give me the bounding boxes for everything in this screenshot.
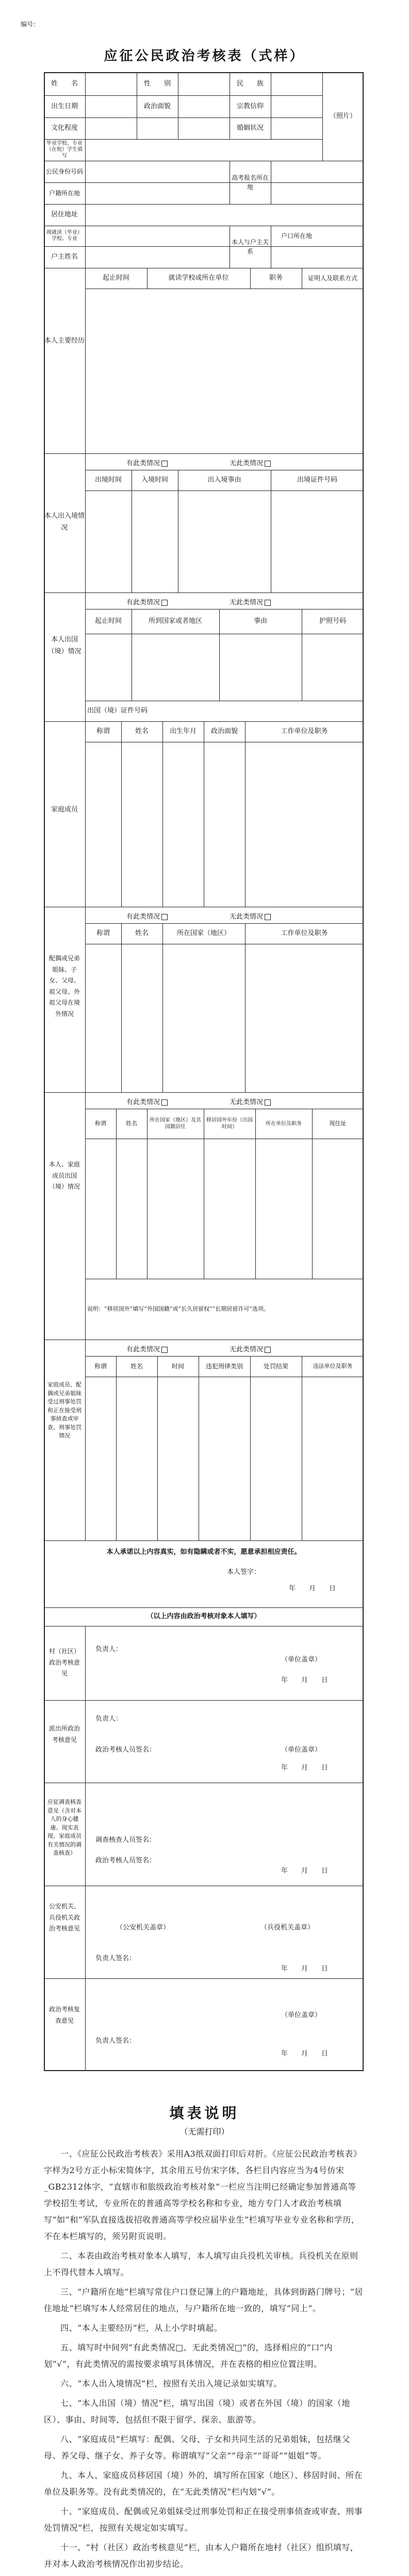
resume-col-post: 职务	[269, 274, 283, 282]
criminal-has: 有此类情况	[126, 1344, 168, 1353]
check-joint-stamp-right: （兵役机关盖章）	[260, 1924, 315, 1931]
notes-paragraph: 二、本表由政治考核对象本人填写，本人填写由兵役机关审核。兵役机关在原则上不得代替本人填写。	[44, 2251, 358, 2277]
relatives-side-label: 配偶或兄弟姐妹、子女、父母、祖父母、外祖父母在境外情况	[48, 955, 80, 1018]
notes-paragraph: 五、填写时中间列“有此类情况□、无此类情况□”的，选择相应的“口”内划“√”，有此类情况的需按要求填写具体情况，并在表格的相应位置注明。	[44, 2343, 333, 2369]
criminal-side-label: 家庭成员、配偶或兄弟姐妹受过刑事处罚和正在接受刑事侦查或审查、刑事处罚情况	[47, 1381, 81, 1439]
notes-body	[44, 2146, 364, 2576]
stay-none-checkbox[interactable]	[265, 461, 271, 467]
abroad-col-title: 称谓	[95, 1120, 106, 1127]
passport-none-checkbox[interactable]	[265, 600, 271, 606]
passport-has: 有此类情况	[126, 597, 168, 606]
culture-label: 文化程度	[51, 124, 78, 132]
family-head-label: 户主姓名	[51, 253, 78, 261]
check-police-side: 派出所政治考核意见	[48, 1725, 80, 1743]
abroad-col-address: 现住址	[329, 1120, 347, 1127]
criminal-none-checkbox[interactable]	[265, 1347, 271, 1353]
notes-title: 填表说明	[169, 2105, 240, 2122]
family-col-name: 姓名	[135, 727, 149, 736]
family-col-birth: 出生年月	[169, 727, 197, 736]
family-col-politics: 政治面貌	[210, 727, 238, 736]
pledge-sign-label: 本人签字：	[227, 1568, 261, 1576]
family-side-label: 家庭成员	[51, 806, 78, 814]
check-village-stamp: （单位盖章）	[281, 1656, 322, 1664]
family-col-work: 工作单位及职务	[281, 727, 328, 736]
graduate-label: 现就读（毕业）学校、专业	[46, 230, 83, 242]
notes-paragraph: 四、“本人主要经历”栏，从上小学时填起。	[60, 2323, 223, 2333]
notes-paragraph: 一、《应征公民政治考核表》采用A3纸双面打印后对折。《应征公民政治考核表》字样为2号方正小标宋简体字，其余用五号仿宋字体，各栏目内容应当为4号仿宋_GB2312体字，“直辖市和旅级政治考核对象”一栏应当注明已经确定参加普通高等学校招生考试，专业所在的普通高等学校名称和专业，地方专门人才政治考核填写“如”和“军队直接选拔招收普通高等学校应届毕业生”栏填写毕业专业名称和学历，不在本栏填写的，须另附页说明。	[44, 2149, 362, 2241]
ethnic-label: 民 族	[236, 79, 264, 88]
pledge-text: 本人承诺以上内容真实，如有隐瞒或者不实，愿意承担相应责任。	[106, 1548, 301, 1556]
stay-has-checkbox[interactable]	[161, 461, 168, 467]
photo-placeholder: （照片）	[329, 112, 356, 121]
criminal-col-result: 处罚结果	[263, 1363, 288, 1370]
check-police-signer: 负责人：	[95, 1715, 123, 1723]
notes-paragraph: 七、“本人出国（境）情况”栏，填写出国（境）或者在外国（境）的国家（地区）、事由、时间等，包括但不限于留学、探亲、旅游等。	[44, 2398, 350, 2425]
resume-side-label: 本人主要经历	[44, 337, 85, 345]
abroad-none-checkbox[interactable]	[265, 1099, 271, 1106]
marital-label: 婚姻状况	[236, 124, 264, 132]
residence-label: 居住地址	[51, 211, 78, 219]
abroad-none: 无此类情况	[230, 1096, 271, 1106]
stay-col-in: 入境时间	[141, 476, 168, 484]
relatives-col-title: 称谓	[96, 929, 110, 938]
religion-label: 宗教信仰	[236, 102, 264, 110]
passport-col-country: 所到国家或者地区	[148, 617, 202, 625]
criminal-col-time: 时间	[171, 1363, 184, 1370]
code-label: 编号：	[21, 21, 40, 28]
relatives-col-name: 姓名	[135, 929, 149, 938]
notes-subtitle: （无需打印）	[179, 2127, 230, 2137]
relatives-col-work: 工作单位及职务	[281, 929, 328, 938]
passport-none: 无此类情况	[230, 597, 271, 606]
pledge-date: 年 月 日	[289, 1585, 336, 1592]
abroad-col-year: 移居国外年份（出国时间）	[206, 1117, 253, 1130]
check-review-date: 年 月 日	[281, 2050, 329, 2058]
check-joint-stamp-left: （公安机关盖章）	[116, 1924, 170, 1931]
notes-paragraph: 十、“家庭成员、配偶或兄弟姐妹受过刑事处罚和正在接受刑事侦查或审查、刑事处罚情况”栏，按照有关规定如实填写。	[44, 2506, 363, 2533]
school-label: 毕业学校、专业（在校）学生填写	[46, 141, 83, 159]
abroad-side-label: 本人、家庭成员出国（境）情况	[48, 1161, 80, 1191]
stay-none: 无此类情况	[230, 457, 271, 467]
abroad-has-checkbox[interactable]	[161, 1099, 168, 1106]
criminal-col-type: 违犯刑律类别	[205, 1363, 243, 1370]
notes-paragraph: 六、“本人出入境情况”栏，按照有关出入境记录如实填写。	[60, 2379, 282, 2388]
relatives-has: 有此类情况	[126, 911, 168, 921]
section-note: （以上内容由政治考核对象本人填写）	[146, 1613, 261, 1621]
passport-has-checkbox[interactable]	[161, 600, 168, 606]
form-title: 应征公民政治考核表（式样）	[104, 48, 305, 64]
criminal-none: 无此类情况	[230, 1344, 271, 1353]
notes-paragraph: 三、“户籍所在地”栏填写常住户口登记簿上的户籍地址，具体到街路门牌号；“居住地址”栏填写本人经常居住的地点，与户籍所在地一致的，填写“同上”。	[44, 2287, 364, 2313]
abroad-has: 有此类情况	[126, 1096, 168, 1106]
relation-label: 本人与户主关系	[232, 239, 269, 255]
abroad-col-country: 所在国家（地区）及其国籍居住	[150, 1117, 201, 1130]
stay-col-reason: 出入境事由	[207, 476, 241, 484]
abroad-col-name: 姓名	[126, 1120, 137, 1127]
check-review-side: 政治考核复查意见	[48, 2006, 80, 2024]
stay-col-out: 出境时间	[94, 476, 122, 484]
hukou-label: 户口所在地	[281, 232, 312, 240]
check-survey-date: 年 月 日	[281, 1867, 329, 1875]
family-col-title: 称谓	[96, 727, 110, 736]
passport-col-reason: 事由	[253, 617, 267, 625]
check-survey-signer: 调查核查人员签名：	[95, 1836, 156, 1844]
abroad-note: 说明：“移居国外”填写“外国国籍”或“长久居留权”“长期居留许可”选项。	[87, 1306, 269, 1313]
passport-col-period: 起止时间	[94, 617, 122, 625]
passport-side-label: 本人出国（境）情况	[47, 636, 81, 656]
relatives-none-checkbox[interactable]	[265, 914, 271, 920]
stay-has: 有此类情况	[126, 457, 168, 467]
check-police-date: 年 月 日	[281, 1764, 329, 1772]
relatives-has-checkbox[interactable]	[161, 914, 168, 920]
notes-paragraph: 八、“家庭成员”栏填写：配偶、父母、子女和共同生活的兄弟姐妹，包括继父母、养父母、继子女、养子女等。称谓填写“父亲”“母亲”“哥哥”“姐姐”等。	[44, 2434, 350, 2461]
check-joint-signer: 负责人签名：	[95, 1955, 136, 1962]
check-village-date: 年 月 日	[281, 1676, 329, 1684]
check-joint-date: 年 月 日	[281, 1965, 329, 1973]
check-survey-side: 应征调查核查意见（含对本人的身心健康、现实表现、家庭成员有关情况的调查核查）	[47, 1799, 81, 1856]
gender-label: 性 别	[143, 79, 171, 88]
idcard-label: 公民身份号码	[46, 168, 84, 175]
notes-paragraph: 九、本人、家庭成员移居国（境）外的，填写所在国家（地区）、移居时间、所在单位及职务等。没有此类情况的，在“无此类情况”栏内划“√”。	[44, 2470, 363, 2497]
stay-col-passport: 出境证件号码	[297, 476, 337, 484]
resume-col-period: 起止时间	[102, 274, 129, 282]
politics-label: 政治面貌	[143, 102, 171, 110]
check-police-sub: 政治考核人员签名：	[95, 1746, 156, 1754]
domicile-label: 户籍所在地	[48, 190, 80, 197]
notes-paragraph: 十一、“村（社区）政治考核意见”栏，由本人户籍所在地村（社区）组织填写，并对本人政治考核情况作出初步结论。	[44, 2543, 359, 2569]
relatives-none: 无此类情况	[230, 911, 271, 921]
stay-side-label: 本人出入境情况	[44, 512, 85, 532]
relatives-col-country: 所在国家（地区）	[176, 929, 231, 938]
criminal-col-title: 称谓	[94, 1363, 107, 1370]
check-police-stamp: （单位盖章）	[281, 1746, 322, 1754]
name-label: 姓 名	[51, 79, 78, 88]
check-survey-sub: 政治考核人员签名：	[95, 1857, 156, 1865]
passport-col-number: 护照号码	[319, 617, 346, 625]
check-review-stamp: （单位盖章）	[281, 2011, 322, 2019]
resume-col-school: 就读学校或所在单位	[168, 274, 229, 282]
check-village-signer: 负责人：	[95, 1646, 123, 1653]
passport-number-label: 出国（境）证件号码	[87, 707, 148, 715]
resume-col-witness: 证明人及联系方式	[307, 275, 357, 282]
check-village-side: 村（社区）政治考核意见	[48, 1648, 80, 1677]
criminal-col-unit: 违法单位及职务	[313, 1362, 353, 1369]
exam-year-label: 高考报名所在地	[232, 174, 269, 191]
abroad-col-work: 所在单位及职务	[266, 1121, 302, 1127]
check-review-signer: 负责人签名：	[95, 2037, 136, 2045]
criminal-has-checkbox[interactable]	[161, 1347, 168, 1353]
check-joint-side: 公安机关、兵役机关政治考核意见	[48, 1903, 80, 1933]
criminal-col-name: 姓名	[130, 1363, 143, 1370]
birth-label: 出生日期	[51, 102, 78, 110]
